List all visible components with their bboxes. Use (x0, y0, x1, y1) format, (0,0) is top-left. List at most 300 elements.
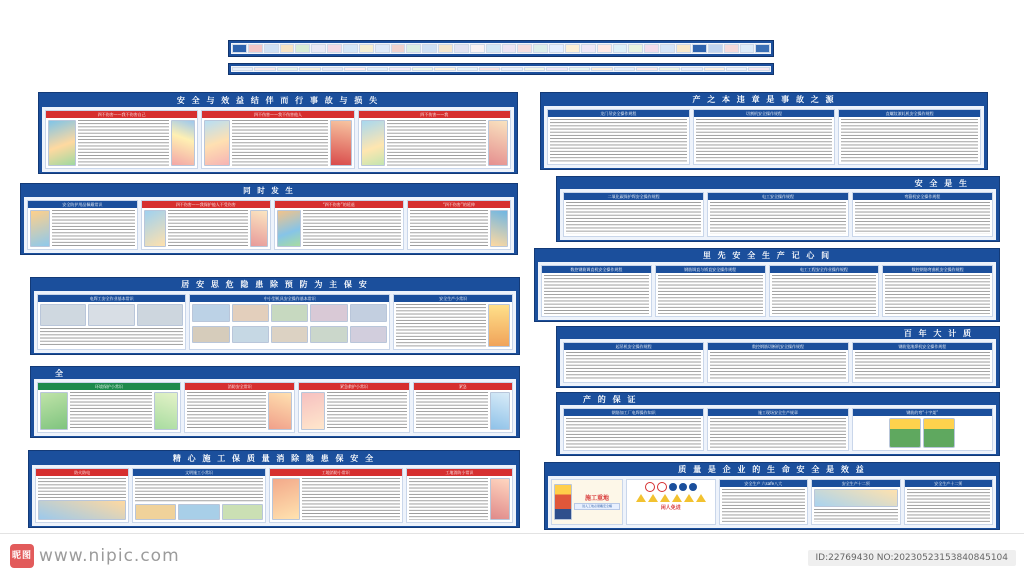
strip-cell (438, 44, 453, 53)
board-right-4-body (560, 339, 996, 386)
strip-cell (254, 67, 275, 71)
illustration (277, 210, 301, 247)
board-right-3-body (538, 262, 996, 320)
board-right-4 (556, 326, 1000, 388)
panel (141, 200, 271, 250)
panel (707, 192, 848, 237)
panel-body (883, 273, 992, 316)
panel (45, 110, 198, 169)
strip-cell (232, 67, 253, 71)
panel (37, 294, 186, 350)
board-left-4 (30, 366, 520, 438)
panel-body (720, 487, 808, 524)
strip-cell (565, 44, 580, 53)
panel-body (36, 476, 128, 522)
strip-cell (454, 44, 469, 53)
panel-title: 电工工程安全作业操作规程 (770, 266, 879, 273)
panel-title: 直螺纹滚轧机安全操作规程 (839, 110, 980, 117)
strip-cell (412, 67, 433, 71)
panel-text (841, 119, 978, 162)
worker-illustration (889, 418, 921, 448)
panel-title: 防火防电 (36, 469, 128, 476)
panel (719, 479, 809, 525)
board-right-2 (556, 176, 1000, 242)
panel-title: 钢筋笼滚焊机安全操作规程 (853, 343, 992, 350)
strip-cell (434, 67, 455, 71)
panel-text (722, 489, 806, 522)
panel-text (410, 210, 488, 247)
panel (563, 408, 704, 451)
panel (407, 200, 511, 250)
panel-body (190, 302, 389, 349)
panel-body (708, 416, 847, 450)
board-left-3-title: 居 安 思 危 隐 患 除 预 防 为 主 保 安 (181, 280, 369, 289)
panel-title: 紧急救护小常识 (299, 383, 408, 390)
watermark-text: www.nipic.com (39, 546, 180, 566)
worker-illustration (923, 418, 955, 448)
strip-cell (681, 67, 702, 71)
panel-title: 数控钢筋弯曲机安全操作规程 (883, 266, 992, 273)
strip-cell (367, 67, 388, 71)
panel (35, 468, 129, 523)
panel (393, 294, 513, 350)
illustration (490, 210, 508, 247)
panel-text (396, 304, 486, 347)
panel-body (770, 273, 879, 316)
panel-title: 起吊机安全操作规程 (564, 343, 703, 350)
panel-text (135, 478, 263, 502)
strip-cell (660, 44, 675, 53)
strip-cell (280, 44, 295, 53)
strip-cell (457, 67, 478, 71)
panel-text (232, 120, 327, 166)
panel-title: 安全生产十二须 (905, 480, 993, 487)
board-right-1-body (544, 106, 984, 168)
panel-text (566, 202, 701, 234)
strip-cell (614, 67, 635, 71)
panel-text (387, 120, 486, 166)
panel-body (853, 350, 992, 382)
strip-cell (591, 67, 612, 71)
illustration (192, 304, 229, 322)
board-left-4-title: 全 (55, 368, 65, 378)
panel-body (408, 208, 510, 249)
illustration (30, 210, 50, 247)
panel-title: 钢筋调直与矫直安全操作规程 (656, 266, 765, 273)
panel-title: 数控钢筋切断机安全操作规程 (708, 343, 847, 350)
strip-cell (692, 44, 707, 53)
panel-title: 四不伤害——我 (359, 111, 510, 118)
sign-title-left: 施工重地 (584, 494, 609, 502)
strip-cell (524, 67, 545, 71)
illustration (271, 326, 308, 344)
board-left-2-body (24, 197, 514, 253)
panel (184, 382, 295, 433)
panel-title: 切割机安全操作规程 (694, 110, 835, 117)
panel (201, 110, 354, 169)
panel-text (814, 509, 898, 522)
panel-title: 弯箍机安全操作规程 (853, 193, 992, 200)
panel-construction-site-sign (551, 479, 623, 525)
strip-cell (311, 44, 326, 53)
panel-body (46, 118, 197, 168)
panel-body (270, 476, 402, 522)
board-left-3-body (34, 291, 516, 353)
panel-body (853, 416, 992, 450)
warning-triangle-icon (684, 494, 694, 502)
board-right-5-body (560, 405, 996, 454)
panel-text (710, 352, 845, 380)
strip-cell (740, 44, 755, 53)
panel-body (694, 117, 835, 164)
strip-cell (704, 67, 725, 71)
panel-title: 四不伤害——我不伤害自己 (46, 111, 197, 118)
panel (274, 200, 404, 250)
strip-cell (676, 44, 691, 53)
strip-cell (501, 67, 522, 71)
panel-body (839, 117, 980, 164)
panel (358, 110, 511, 169)
panel-body (185, 390, 294, 432)
strip-cell (359, 44, 374, 53)
board-left-2-title: 同 时 发 生 (243, 186, 295, 195)
strip-cell (636, 67, 657, 71)
prohibition-icon (645, 482, 655, 492)
panel-title: 安全生产十二须 (812, 480, 900, 487)
panel-title: 四不伤害——我保护他人不受伤害 (142, 201, 270, 208)
strip-cell (422, 44, 437, 53)
strip-cell (470, 44, 485, 53)
panel-body (414, 390, 512, 432)
sign-title-right: 闲人免进 (660, 505, 681, 511)
panel-text (187, 392, 266, 430)
panel-body (275, 208, 403, 249)
mandatory-icon (669, 483, 677, 491)
panel-body (708, 350, 847, 382)
illustration (171, 120, 195, 166)
board-left-4-body (34, 379, 516, 436)
illustration (330, 120, 352, 166)
panel (882, 265, 993, 317)
panel-body (656, 273, 765, 316)
panel (707, 342, 848, 383)
mandatory-icon (679, 483, 687, 491)
panel-body (133, 476, 265, 522)
board-right-1-title: 产 之 本 违 章 是 事 故 之 源 (692, 95, 836, 104)
strip-cell (644, 44, 659, 53)
panel-warning-signs (626, 479, 716, 525)
panel-text (409, 478, 488, 520)
panel-text (78, 120, 169, 166)
image-id-label: ID:22769430 NO:20230523153840845104 (808, 550, 1017, 566)
illustration (488, 120, 508, 166)
strip-cell (391, 44, 406, 53)
strip-cell (726, 67, 747, 71)
panel-title: 四不伤害——我不伤害他人 (202, 111, 353, 118)
strip-cell (327, 44, 342, 53)
illustration (204, 120, 230, 166)
board-right-3 (534, 248, 1000, 322)
panel (547, 109, 690, 165)
panel (37, 382, 181, 433)
panel-text (885, 275, 990, 314)
illustration (301, 392, 325, 430)
panel (541, 265, 652, 317)
strip-cell (343, 44, 358, 53)
strip-cell (517, 44, 532, 53)
strip-cell (533, 44, 548, 53)
panel (406, 468, 513, 523)
strip-cell (299, 67, 320, 71)
illustration (40, 392, 68, 430)
board-left-5-title: 精 心 施 工 保 质 量 消 除 隐 患 保 安 全 (172, 453, 376, 463)
panel-body (905, 487, 993, 524)
panel-title: “四不伤害”的延退 (275, 201, 403, 208)
board-left-1 (38, 92, 518, 174)
prohibition-icon (657, 482, 667, 492)
illustration (271, 304, 308, 322)
panel-text (302, 478, 400, 520)
illustration (192, 326, 229, 344)
illustration (232, 326, 269, 344)
panel-title: 施工现场安全生产规章 (708, 409, 847, 416)
illustration (178, 504, 219, 520)
board-right-5 (556, 392, 1000, 456)
illustration (350, 304, 387, 322)
panel (769, 265, 880, 317)
board-right-1 (540, 92, 988, 170)
illustration (814, 489, 898, 507)
panel-text (70, 392, 152, 430)
panel-title: 工地消防小常识 (407, 469, 512, 476)
strip-cell (724, 44, 739, 53)
board-right-4-title: 百 年 大 计 质 (903, 328, 973, 338)
footer (0, 533, 1024, 576)
panel-body (853, 200, 992, 236)
board-left-1-title: 安 全 与 效 益 结 伴 而 行 事 故 与 损 失 (176, 95, 380, 105)
board-left-2 (20, 183, 518, 255)
panel (693, 109, 836, 165)
panel-title: 安全生产 六safe八大 (720, 480, 808, 487)
panel (189, 294, 390, 350)
warning-triangle-icon (636, 494, 646, 502)
panel-body (627, 480, 715, 524)
panel-title: 钢筋加工厂电焊操作知识 (564, 409, 703, 416)
panel-text (710, 202, 845, 234)
panel-text (710, 418, 845, 448)
panel-body (564, 350, 703, 382)
illustration (350, 326, 387, 344)
strip-cell (277, 67, 298, 71)
strip-cell (232, 44, 247, 53)
strip-cell (322, 67, 343, 71)
panel-title: 二氧化碳保护焊安全操作规程 (564, 193, 703, 200)
strip-cell (581, 44, 596, 53)
panel-title: 工地消防小常识 (270, 469, 402, 476)
illustration (135, 504, 176, 520)
top-overview-strip-inner (231, 43, 771, 54)
nipic-logo: 昵图 (10, 544, 34, 568)
panel (707, 408, 848, 451)
illustration (310, 326, 347, 344)
panel-text (855, 202, 990, 234)
panel-title: 电焊工安全作业基本常识 (38, 295, 185, 302)
board-right-6-title: 质 量 是 企 业 的 生 命 安 全 是 效 益 (678, 465, 866, 474)
panel (563, 192, 704, 237)
illustration (137, 304, 183, 326)
panel-body (359, 118, 510, 168)
illustration (88, 304, 134, 326)
panel-title: 环境保护小常识 (38, 383, 180, 390)
panel (269, 468, 403, 523)
strip-cell (344, 67, 365, 71)
panel-title: 紧急 (414, 383, 512, 390)
panel-text (303, 210, 401, 247)
panel-text (38, 478, 126, 498)
strip-cell (549, 44, 564, 53)
panel-text (40, 328, 183, 347)
illustration (361, 120, 385, 166)
illustration (268, 392, 292, 430)
panel-title: 钢筋的弯“十字架” (853, 409, 992, 416)
board-right-6-body (548, 476, 996, 528)
strip-cell (479, 67, 500, 71)
panel-body (202, 118, 353, 168)
panel-text (52, 210, 135, 247)
illustration (144, 210, 166, 247)
illustration (40, 304, 86, 326)
strip-cell (295, 44, 310, 53)
panel-text (907, 489, 991, 522)
strip-cell (659, 67, 680, 71)
panel-title: 安全生产小常识 (394, 295, 512, 302)
top-overview-strip-2-inner (231, 66, 771, 72)
board-right-2-body (560, 189, 996, 240)
illustration (222, 504, 263, 520)
panel-text (327, 392, 406, 430)
strip-cell (486, 44, 501, 53)
board-right-6 (544, 462, 1000, 530)
panel-text (544, 275, 649, 314)
strip-cell (264, 44, 279, 53)
panel-body (38, 302, 185, 349)
sign-sub-left: 进入工地必须戴安全帽 (574, 503, 620, 510)
strip-cell (755, 44, 770, 53)
board-left-1-body (42, 107, 514, 172)
panel-text (658, 275, 763, 314)
panel-body (812, 487, 900, 524)
board-right-2-title: 安 全 是 生 (914, 178, 969, 188)
board-right-5-title: 产 的 保 证 (583, 394, 638, 404)
panel-body (407, 476, 512, 522)
warning-triangle-icon (696, 494, 706, 502)
strip-cell (708, 44, 723, 53)
illustration (232, 304, 269, 322)
panel-text (550, 119, 687, 162)
board-left-5-body (32, 465, 516, 526)
watermark (10, 544, 180, 568)
top-overview-strip-2 (228, 63, 774, 75)
panel-body (142, 208, 270, 249)
panel-text (855, 352, 990, 380)
illustration (490, 392, 510, 430)
panel-title: “四不伤害”的延伸 (408, 201, 510, 208)
panel (852, 408, 993, 451)
strip-cell (569, 67, 590, 71)
panel-title: 中小型机具安全操作基本常识 (190, 295, 389, 302)
strip-cell (613, 44, 628, 53)
panel-title: 数控钢筋调直机安全操作规程 (542, 266, 651, 273)
warning-triangle-icon (660, 494, 670, 502)
panel-body (564, 416, 703, 450)
panel-body (28, 208, 137, 249)
illustration (250, 210, 268, 247)
board-left-3 (30, 277, 520, 355)
panel (413, 382, 513, 433)
strip-cell (248, 44, 263, 53)
panel (852, 342, 993, 383)
panel-text (566, 352, 701, 380)
illustration (490, 478, 510, 520)
panel-title: 电工安全操作规程 (708, 193, 847, 200)
illustration (272, 478, 300, 520)
strip-cell (748, 67, 769, 71)
panel (563, 342, 704, 383)
panel-body (38, 390, 180, 432)
top-overview-strip (228, 40, 774, 57)
panel (852, 192, 993, 237)
strip-cell (546, 67, 567, 71)
panel-title: 安全防护用品佩戴常识 (28, 201, 137, 208)
panel (655, 265, 766, 317)
panel-title: 龙门吊安全操作规程 (548, 110, 689, 117)
panel-body (548, 117, 689, 164)
warning-triangle-icon (648, 494, 658, 502)
panel-text (772, 275, 877, 314)
strip-cell (628, 44, 643, 53)
panel-text (416, 392, 488, 430)
panel-body (564, 200, 703, 236)
panel-body (542, 273, 651, 316)
panel-title: 消防安全常识 (185, 383, 294, 390)
strip-cell (597, 44, 612, 53)
panel-title: 文明施工小常识 (133, 469, 265, 476)
panel (811, 479, 901, 525)
panel-body (299, 390, 408, 432)
panel-text (696, 119, 833, 162)
strip-cell (375, 44, 390, 53)
board-left-5 (28, 450, 520, 528)
panel (132, 468, 266, 523)
illustration (154, 392, 178, 430)
mandatory-icon (689, 483, 697, 491)
panel (838, 109, 981, 165)
illustration (488, 304, 510, 347)
illustration (38, 500, 126, 520)
board-right-3-title: 里 先 安 全 生 产 记 心 间 (702, 251, 832, 260)
strip-cell (389, 67, 410, 71)
worker-illustration (554, 484, 572, 520)
panel-body (552, 480, 622, 524)
panel-body (708, 200, 847, 236)
warning-triangle-icon (672, 494, 682, 502)
illustration (48, 120, 76, 166)
panel-text (168, 210, 248, 247)
panel-text (566, 418, 701, 448)
panel (904, 479, 994, 525)
panel (27, 200, 138, 250)
panel (298, 382, 409, 433)
